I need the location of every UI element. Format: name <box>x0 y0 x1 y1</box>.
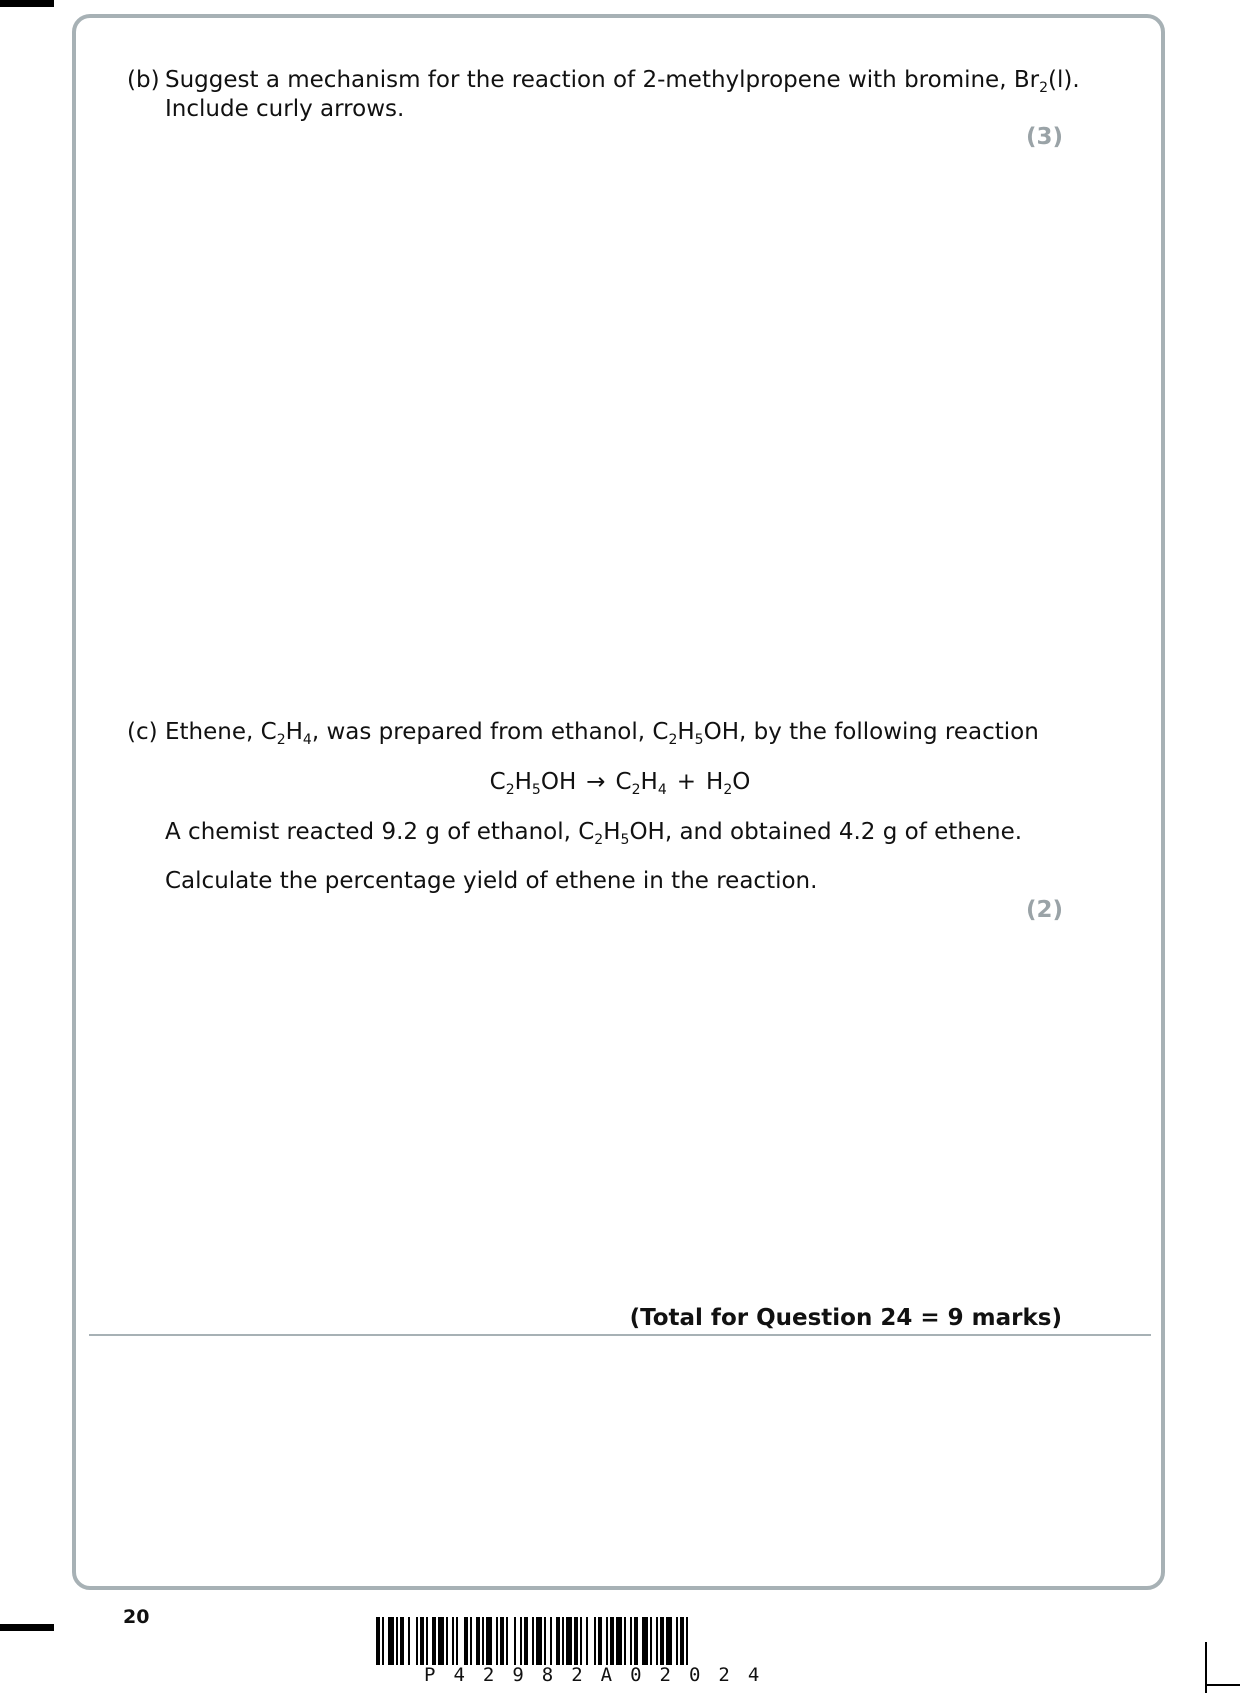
reaction-arrow: → <box>586 769 606 795</box>
part-b-label: (b) <box>127 67 160 93</box>
part-b-marks: (3) <box>1025 124 1063 150</box>
part-b-question-line2: Include curly arrows. <box>165 96 405 122</box>
barcode-text: P42982A02024 <box>424 1664 778 1686</box>
registration-mark-top-left <box>0 0 54 7</box>
registration-mark-bottom-left <box>0 1624 54 1631</box>
reaction-equation: $C_2H_5OH \to C_2H_4 + H_2O$ <box>489 769 751 798</box>
barcode-icon <box>376 1617 862 1665</box>
page-number: 20 <box>123 1606 150 1628</box>
part-c-question-line1: Ethene, $C_2H_4$, was prepared from ethanol, $C_2H_5OH$, by the following reaction <box>165 719 1039 748</box>
part-c-label: (c) <box>127 719 158 745</box>
part-c-marks: (2) <box>1025 897 1063 923</box>
part-b-question-line1: Suggest a mechanism for the reaction of 2-methylpropene with bromine, $Br_2(l)$. <box>165 67 1080 96</box>
part-c-question-line2: A chemist reacted 9.2 g of ethanol, $C_2H_5OH$, and obtained 4.2 g of ethene. <box>165 819 1023 848</box>
total-divider <box>89 1334 1151 1336</box>
question-total: (Total for Question 24 = 9 marks) <box>629 1305 1062 1331</box>
answer-frame <box>72 14 1165 1590</box>
part-c-question-line3: Calculate the percentage yield of ethene in the reaction. <box>165 868 818 894</box>
registration-mark-bottom-right-h <box>1205 1684 1240 1686</box>
